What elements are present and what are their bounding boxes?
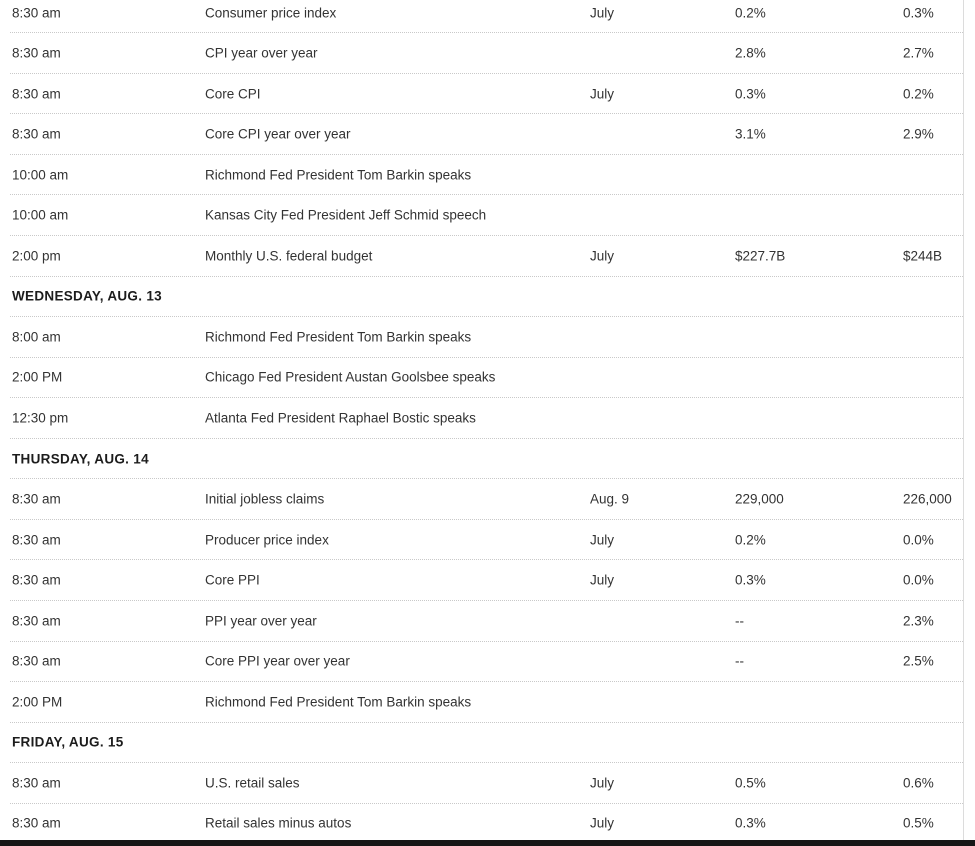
- cell-time: 8:30 am: [12, 4, 61, 20]
- cell-report: Monthly U.S. federal budget: [205, 248, 373, 264]
- cell-period: July: [590, 775, 615, 791]
- cell-report: Retail sales minus autos: [205, 815, 352, 831]
- cell-forecast: $227.7B: [735, 248, 786, 264]
- cell-time: 2:00 PM: [12, 694, 63, 710]
- event-row: [10, 601, 963, 642]
- cell-period: July: [590, 4, 615, 20]
- cell-time: 10:00 am: [12, 166, 69, 182]
- cell-report: CPI year over year: [205, 45, 318, 61]
- cell-report: Richmond Fed President Tom Barkin speaks: [205, 694, 472, 710]
- cell-report: Richmond Fed President Tom Barkin speaks: [205, 166, 472, 182]
- event-row: [10, 682, 963, 723]
- cell-time: 8:30 am: [12, 531, 61, 547]
- event-row: [10, 33, 963, 74]
- cell-forecast: --: [735, 612, 744, 628]
- cell-time: 8:30 am: [12, 126, 61, 142]
- cell-time: 8:30 am: [12, 612, 61, 628]
- cell-time: 8:30 am: [12, 85, 61, 101]
- event-row: [10, 479, 963, 520]
- cell-previous: 226,000: [903, 491, 952, 507]
- section-header-label: WEDNESDAY, AUG. 13: [12, 288, 162, 304]
- cell-previous: 2.9%: [903, 126, 934, 142]
- cell-time: 8:30 am: [12, 815, 61, 831]
- cell-time: 2:00 pm: [12, 248, 61, 264]
- cell-forecast: 0.3%: [735, 815, 766, 831]
- cell-period: July: [590, 572, 615, 588]
- cell-time: 8:30 am: [12, 45, 61, 61]
- cell-period: July: [590, 531, 615, 547]
- cell-previous: 0.3%: [903, 4, 934, 20]
- event-row: [10, 642, 963, 683]
- cell-report: Core CPI: [205, 85, 261, 101]
- cell-report: Core PPI year over year: [205, 653, 350, 669]
- cell-report: Core PPI: [205, 572, 260, 588]
- cell-previous: 0.5%: [903, 815, 934, 831]
- cell-report: Core CPI year over year: [205, 126, 351, 142]
- cell-report: U.S. retail sales: [205, 775, 300, 791]
- section-header-label: FRIDAY, AUG. 15: [12, 734, 124, 750]
- event-row: [10, 114, 963, 155]
- cell-time: 2:00 PM: [12, 369, 63, 385]
- cell-forecast: 2.8%: [735, 45, 766, 61]
- cell-period: July: [590, 248, 615, 264]
- cell-report: Initial jobless claims: [205, 491, 325, 507]
- cell-previous: 2.7%: [903, 45, 934, 61]
- cell-forecast: 0.3%: [735, 572, 766, 588]
- event-row: [10, 560, 963, 601]
- cell-forecast: 0.3%: [735, 85, 766, 101]
- cell-previous: 2.3%: [903, 612, 934, 628]
- bottom-divider-bar: [0, 840, 975, 846]
- event-row: [10, 236, 963, 277]
- event-row: [10, 74, 963, 115]
- cell-time: 8:30 am: [12, 775, 61, 791]
- event-row: [10, 763, 963, 804]
- table-right-edge-border: [963, 0, 964, 840]
- cell-time: 12:30 pm: [12, 410, 69, 426]
- cell-time: 8:30 am: [12, 491, 61, 507]
- cell-previous: 2.5%: [903, 653, 934, 669]
- event-row: [10, 398, 963, 439]
- event-row: [10, 804, 963, 845]
- cell-report: Richmond Fed President Tom Barkin speaks: [205, 329, 472, 345]
- cell-forecast: 0.5%: [735, 775, 766, 791]
- cell-report: Kansas City Fed President Jeff Schmid speech: [205, 207, 487, 223]
- cell-time: 8:00 am: [12, 329, 61, 345]
- section-header-row: [10, 723, 963, 764]
- cell-forecast: 0.2%: [735, 4, 766, 20]
- event-row: [10, 358, 963, 399]
- cell-report: Atlanta Fed President Raphael Bostic speaks: [205, 410, 476, 426]
- cell-previous: 0.0%: [903, 531, 934, 547]
- cell-forecast: 3.1%: [735, 126, 766, 142]
- economic-calendar-table: [10, 0, 963, 844]
- cell-period: July: [590, 815, 615, 831]
- section-header-label: THURSDAY, AUG. 14: [12, 451, 149, 467]
- cell-forecast: 0.2%: [735, 531, 766, 547]
- event-row: [10, 520, 963, 561]
- cell-period: Aug. 9: [590, 491, 630, 507]
- section-header-row: [10, 277, 963, 318]
- cell-report: PPI year over year: [205, 612, 317, 628]
- cell-report: Chicago Fed President Austan Goolsbee speaks: [205, 369, 496, 385]
- cell-time: 10:00 am: [12, 207, 69, 223]
- cell-time: 8:30 am: [12, 572, 61, 588]
- section-header-row: [10, 439, 963, 480]
- cell-previous: 0.0%: [903, 572, 934, 588]
- event-row: [10, 317, 963, 358]
- cell-previous: 0.6%: [903, 775, 934, 791]
- cell-forecast: --: [735, 653, 744, 669]
- cell-previous: 0.2%: [903, 85, 934, 101]
- cell-report: Producer price index: [205, 531, 329, 547]
- cell-report: Consumer price index: [205, 4, 337, 20]
- cell-period: July: [590, 85, 615, 101]
- cell-time: 8:30 am: [12, 653, 61, 669]
- cell-forecast: 229,000: [735, 491, 784, 507]
- event-row: [10, 155, 963, 196]
- cell-previous: $244B: [903, 248, 943, 264]
- event-row: [10, 0, 963, 33]
- event-row: [10, 195, 963, 236]
